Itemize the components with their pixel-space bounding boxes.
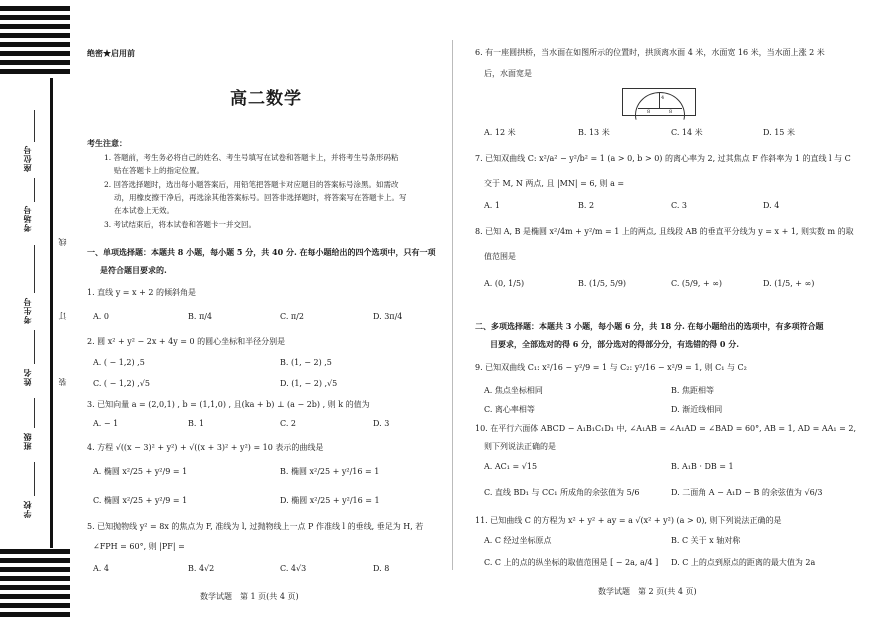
section1-heading-2: 是符合题目要求的. xyxy=(100,265,167,275)
notice-heading: 考生注意： xyxy=(87,138,127,148)
q6-option-b: B. 13 米 xyxy=(578,128,610,137)
q9-option-d: D. 渐近线相同 xyxy=(671,405,723,414)
exam-no-line xyxy=(34,245,35,293)
q1-option-a: A. 0 xyxy=(93,312,109,321)
footer-page-2: 数学试题 第 2 页(共 4 页) xyxy=(598,587,697,596)
binding-ding: 订 xyxy=(58,312,67,320)
q5-stem-2: ∠FPH = 60°, 则 |PF| = xyxy=(93,542,185,551)
q7-stem-1: 7. 已知双曲线 C: x²/a² − y²/b² = 1 (a > 0, b > 0) 的离心率为 2, 过其焦点 F 作斜率为 1 的直线 l 与 C xyxy=(475,154,851,163)
room-line xyxy=(34,178,35,202)
q3-option-a: A. − 1 xyxy=(93,419,119,428)
q2-stem: 2. 圆 x² + y² − 2x + 4y = 0 的圆心坐标和半径分别是 xyxy=(87,337,286,346)
q5-option-c: C. 4√3 xyxy=(280,564,307,573)
q8-stem-1: 8. 已知 A, B 是椭圆 x²/4m + y²/m = 1 上的两点, 且线段 AB 的垂直平分线为 y = x + 1, 则实数 m 的取 xyxy=(475,227,854,236)
q1-option-c: C. π/2 xyxy=(280,312,304,321)
q2-option-a: A. ( − 1,2) ,5 xyxy=(93,358,145,367)
q4-option-b: B. 椭圆 x²/25 + y²/16 = 1 xyxy=(280,467,380,476)
q7-option-c: C. 3 xyxy=(671,201,688,210)
q9-stem: 9. 已知双曲线 C₁: x²/16 − y²/9 = 1 与 C₂: y²/16 − x²/9 = 1, 则 C₁ 与 C₂ xyxy=(475,363,747,372)
notice-2b: 动，用橡皮擦干净后，再选涂其他答案标号。回答非选择题时，将答案写在答题卡上。写 xyxy=(114,193,407,202)
q3-option-c: C. 2 xyxy=(280,419,297,428)
arch-bridge-figure: 4 8 8 xyxy=(622,88,696,116)
notice-2c: 在本试卷上无效。 xyxy=(114,206,174,215)
q5-option-b: B. 4√2 xyxy=(188,564,215,573)
q9-option-b: B. 焦距相等 xyxy=(671,386,714,395)
section1-heading-1: 一、单项选择题：本题共 8 小题，每小题 5 分，共 40 分. 在每小题给出的四个选项中，只有一项 xyxy=(87,247,436,257)
q7-stem-2: 交于 M, N 两点, 且 |MN| = 6, 则 a = xyxy=(484,179,625,188)
q7-option-a: A. 1 xyxy=(484,201,500,210)
q11-option-d: D. C 上的点到原点的距离的最大值为 2a xyxy=(671,558,816,567)
q6-option-a: A. 12 米 xyxy=(484,128,516,137)
q2-option-b: B. (1, − 2) ,5 xyxy=(280,358,332,367)
q6-stem-1: 6. 有一座圆拱桥，当水面在如图所示的位置时，拱顶离水面 4 米，水面宽 16 米，当水面上涨 2 米 xyxy=(475,48,825,57)
q8-stem-2: 值范围是 xyxy=(484,252,516,261)
q1-option-d: D. 3π/4 xyxy=(373,312,403,321)
notice-3: 3. 考试结束后，将本试卷和答题卡一并交回。 xyxy=(104,220,257,229)
binding-bar xyxy=(50,78,53,548)
name-line xyxy=(34,330,35,364)
q6-option-c: C. 14 米 xyxy=(671,128,703,137)
q4-option-c: C. 椭圆 x²/25 + y²/9 = 1 xyxy=(93,496,188,505)
q4-option-d: D. 椭圆 x²/25 + y²/16 = 1 xyxy=(280,496,380,505)
q6-stem-2: 后，水面宽是 xyxy=(484,69,532,78)
section2-heading-1: 二、多项选择题：本题共 3 小题，每小题 6 分，共 18 分. 在每小题给出的选项中，有多项符合题 xyxy=(475,321,824,331)
q6-option-d: D. 15 米 xyxy=(763,128,795,137)
seat-line xyxy=(34,110,35,142)
q10-option-b: B. A₁B · DB = 1 xyxy=(671,462,734,471)
room-label: 考场号 xyxy=(22,205,32,232)
q3-stem: 3. 已知向量 a = (2,0,1) , b = (1,1,0) , 且(ka + b) ⊥ (a − 2b) , 则 k 的值为 xyxy=(87,400,370,409)
q5-option-d: D. 8 xyxy=(373,564,390,573)
q11-stem: 11. 已知曲线 C 的方程为 x² + y² + ay = a √(x² + y²) (a > 0), 则下列说法正确的是 xyxy=(475,516,782,525)
q7-option-d: D. 4 xyxy=(763,201,780,210)
school-label: 学校 xyxy=(22,500,32,518)
q11-option-a: A. C 经过坐标原点 xyxy=(484,536,552,545)
q9-option-a: A. 焦点坐标相同 xyxy=(484,386,543,395)
notice-1a: 1. 答题前，考生务必将自己的姓名、考生号填写在试卷和答题卡上，并将考生号条形码粘 xyxy=(104,153,399,162)
q3-option-d: D. 3 xyxy=(373,419,390,428)
q1-option-b: B. π/4 xyxy=(188,312,213,321)
seat-label: 座位号 xyxy=(22,145,32,172)
exam-no-label: 考生号 xyxy=(22,297,32,324)
school-line xyxy=(34,462,35,496)
q8-option-b: B. (1/5, 5/9) xyxy=(578,279,627,288)
q11-option-c: C. C 上的点的纵坐标的取值范围是 [ − 2a, a/4 ] xyxy=(484,558,659,567)
q10-option-d: D. 二面角 A − A₁D − B 的余弦值为 √6/3 xyxy=(671,488,823,497)
footer-page-1: 数学试题 第 1 页(共 4 页) xyxy=(200,592,299,601)
q5-stem-1: 5. 已知抛物线 y² = 8x 的焦点为 F, 准线为 l, 过抛物线上一点 P 作准线 l 的垂线, 垂足为 H, 若 xyxy=(87,522,424,531)
q5-option-a: A. 4 xyxy=(93,564,109,573)
name-label: 姓名 xyxy=(22,368,32,386)
class-line xyxy=(34,398,35,428)
q10-option-c: C. 直线 BD₁ 与 CC₁ 所成角的余弦值为 5/6 xyxy=(484,488,640,497)
q2-option-d: D. (1, − 2) ,√5 xyxy=(280,379,338,388)
q11-option-b: B. C 关于 x 轴对称 xyxy=(671,536,741,545)
class-label: 班级 xyxy=(22,432,32,450)
q8-option-d: D. (1/5, + ∞) xyxy=(763,279,815,288)
section2-heading-2: 目要求，全部选对的得 6 分，部分选对的得部分分，有选错的得 0 分. xyxy=(490,339,740,349)
q10-option-a: A. AC₁ = √15 xyxy=(484,462,538,471)
binding-xian: 线 xyxy=(58,238,67,246)
q4-stem: 4. 方程 √((x − 3)² + y²) + √((x + 3)² + y²) = 10 表示的曲线是 xyxy=(87,443,324,452)
q10-stem-1: 10. 在平行六面体 ABCD − A₁B₁C₁D₁ 中, ∠A₁AB = ∠A₁AD = ∠BAD = 60°, AB = 1, AD = AA₁ = 2, xyxy=(475,424,856,433)
secret-mark: 绝密★启用前 xyxy=(87,48,135,58)
page-title: 高二数学 xyxy=(230,89,302,109)
q3-option-b: B. 1 xyxy=(188,419,205,428)
q4-option-a: A. 椭圆 x²/25 + y²/9 = 1 xyxy=(93,467,188,476)
page-divider xyxy=(452,40,453,570)
q10-stem-2: 则下列说法正确的是 xyxy=(484,442,556,451)
q9-option-c: C. 离心率相等 xyxy=(484,405,535,414)
q8-option-a: A. (0, 1/5) xyxy=(484,279,525,288)
q8-option-c: C. (5/9, + ∞) xyxy=(671,279,723,288)
notice-2a: 2. 回答选择题时，选出每小题答案后，用铅笔把答题卡对应题目的答案标号涂黑。如需改 xyxy=(104,180,399,189)
q7-option-b: B. 2 xyxy=(578,201,595,210)
binding-zhuang: 装 xyxy=(58,378,67,386)
q1-stem: 1. 直线 y = x + 2 的倾斜角是 xyxy=(87,288,196,297)
notice-1b: 贴在答题卡上的指定位置。 xyxy=(114,166,204,175)
q2-option-c: C. ( − 1,2) ,√5 xyxy=(93,379,150,388)
